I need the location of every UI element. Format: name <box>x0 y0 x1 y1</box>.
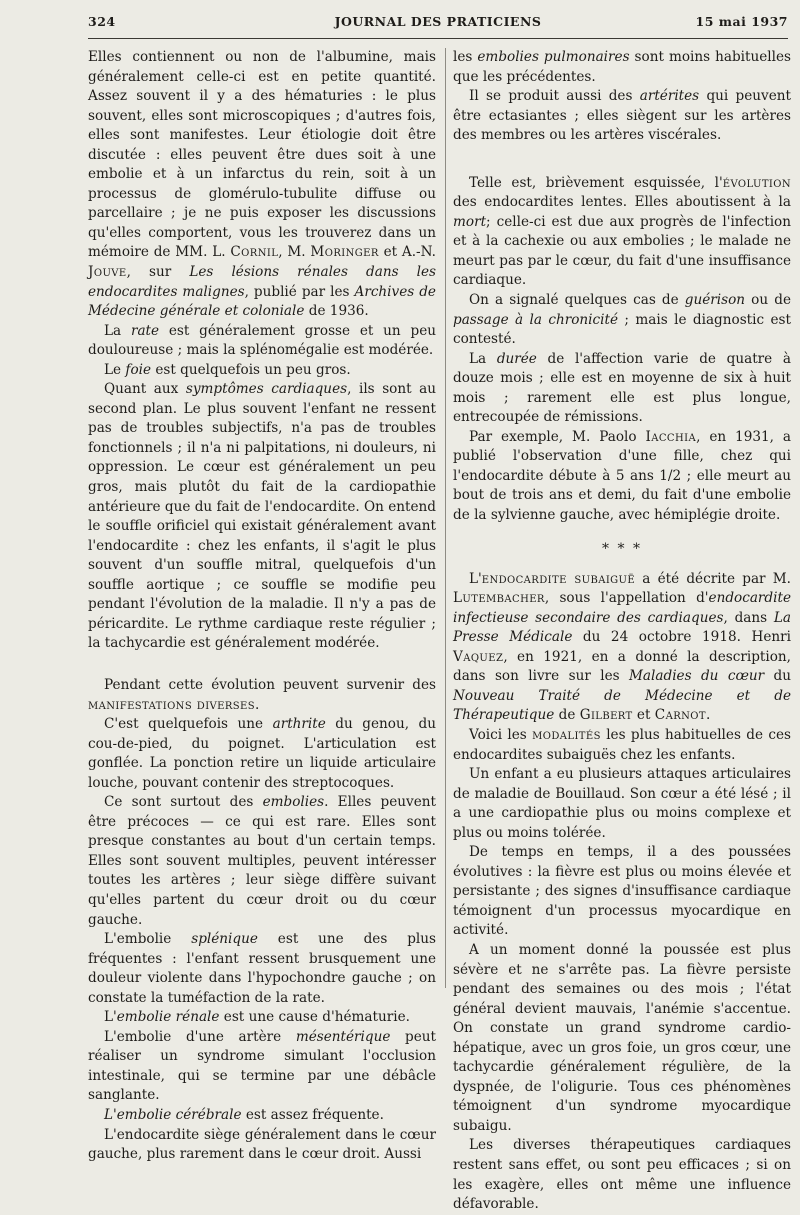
paragraph: Elles contiennent ou non de l'albumine, mais généralement celle-ci est en petite quantité. Assez souvent il y a des hématuries : le plus souvent, elles sont microscopiques ; d'autres fois, elles sont manifestes. Leur étiologie doit être discutée : elles peuvent être dues soit à une embolie et à un infarctus du rein, soit à un processus de glomérulo-tubulite diffuse ou parcellaire ; je ne puis exposer les discussions qu'elles comportent, vous les trouverez dans un mémoire de MM. L. Cornil, M. Moringer et A.-N. Jouve, sur Les lésions rénales dans les endocardites malignes, publié par les Archives de Médecine générale et coloniale de 1936. <box>88 49 436 320</box>
paragraph: L'endocardite subaiguë a été décrite par M. Lutembacher, sous l'appellation d'endocardite infectieuse secondaire des cardiaques, dans La Presse Médicale du 24 octobre 1918. Henri Vaquez, en 1921, en a donné la description, dans son livre sur les Maladies du cœur du Nouveau Traité de Médecine et de Thérapeutique de Gilbert et Carnot. <box>453 570 792 724</box>
page-header <box>88 14 788 36</box>
paragraph: les embolies pulmonaires sont moins habituelles que les précédentes. <box>453 49 791 85</box>
section-asterism: * * * <box>602 540 642 557</box>
header-rule <box>88 38 788 39</box>
paragraph: Il se produit aussi des artérites qui peuvent être ectasiantes ; elles siègent sur les artères des membres ou les artères viscérales. <box>453 88 791 144</box>
paragraph: De temps en temps, il a des poussées évolutives : la fièvre est plus ou moins élevée et persistante ; des signes d'insuffisance cardiaque témoignent d'un processus myocardique en activité. <box>453 844 791 939</box>
paragraph: Voici les modalités les plus habituelles de ces endocardites subaiguës chez les enfants. <box>453 726 792 763</box>
paragraph: L'embolie cérébrale est assez fréquente. <box>104 1106 384 1123</box>
paragraph: Un enfant a eu plusieurs attaques articulaires de maladie de Bouillaud. Son cœur a été lésé ; il a une cardiopathie plus ou moins complexe et plus ou moins tolérée. <box>453 766 791 841</box>
paragraph: Ce sont surtout des embolies. Elles peuvent être précoces — ce qui est rare. Elles sont presque constantes au bout d'un certain temps. Elles sont souvent multiples, peuvent intéresser toutes les artères ; leur siège diffère suivant qu'elles partent du cœur droit ou du cœur gauche. <box>88 794 436 928</box>
issue-date: 15 mai 1937 <box>695 14 788 29</box>
paragraph: L'embolie d'une artère mésentérique peut réaliser un syndrome simulant l'occlusion intestinale, qui se termine par une débâcle sanglante. <box>88 1028 436 1104</box>
left-column <box>88 48 436 1165</box>
paragraph: Telle est, brièvement esquissée, l'évolution des endocardites lentes. Elles aboutissent à la mort; celle-ci est due aux progrès de l'infection et à la cachexie ou aux embolies ; le malade ne meurt pas par le cœur, du fait d'une insuffisance cardiaque. <box>453 174 791 289</box>
journal-title: JOURNAL DES PRATICIENS <box>334 14 542 29</box>
column-divider <box>445 48 446 988</box>
page-number: 324 <box>88 14 116 29</box>
paragraph: Les diverses thérapeutiques cardiaques restent sans effet, ou sont peu efficaces ; si on les exagère, elles ont même une influence défavorable. <box>453 1137 791 1213</box>
paragraph: Quant aux symptômes cardiaques, ils sont au second plan. Le plus souvent l'enfant ne ressent pas de troubles subjectifs, n'a pas de troubles fonctionnels ; il n'a ni palpitations, ni douleurs, ni oppression. Le cœur est généralement un peu gros, mais plutôt du fait de la cardiopathie antérieure que du fait de l'endocardite. On entend le souffle orificiel qui existait généralement avant l'endocardite : chez les enfants, il s'agit le plus souvent d'un souffle mitral, quelquefois d'un souffle aortique ; ce souffle se modifie peu pendant l'évolution de la maladie. Il n'y a pas de péricardite. Le rythme cardiaque reste régulier ; la tachycardie est généralement modérée. <box>88 381 436 652</box>
paragraph: L'embolie rénale est une cause d'hématurie. <box>104 1009 410 1026</box>
paragraph: Pendant cette évolution peuvent survenir des manifestations diverses. <box>88 676 436 713</box>
paragraph: La durée de l'affection varie de quatre à douze mois ; elle est en moyenne de six à huit mois ; rarement elle est plus longue, entrecoupée de rémissions. <box>453 350 791 426</box>
paragraph: Par exemple, M. Paolo Iacchia, en 1931, a publié l'observation d'une fille, chez qui l'endocardite débute à 5 ans 1/2 ; elle meurt au bout de trois ans et demi, du fait d'une embolie de la sylvienne gauche, avec hémiplégie droite. <box>453 428 791 524</box>
paragraph: L'embolie splénique est une des plus fréquentes : l'enfant ressent brusquement une douleur violente dans l'hypochondre gauche ; on constate la tuméfaction de la rate. <box>88 931 436 1006</box>
paragraph: On a signalé quelques cas de guérison ou de passage à la chronicité ; mais le diagnostic est contesté. <box>453 292 791 348</box>
paragraph: A un moment donné la poussée est plus sévère et ne s'arrête pas. La fièvre persiste pendant des semaines ou des mois ; l'état général devient mauvais, l'anémie s'accentue. On constate un grand syndrome cardio-hépatique, avec un gros foie, un gros cœur, une tachycardie généralement régulière, de la dyspnée, de l'oligurie. Tous ces phénomènes témoignent d'un syndrome myocardique subaigu. <box>453 941 791 1134</box>
paragraph: C'est quelquefois une arthrite du genou, du cou-de-pied, du poignet. L'articulation est gonflée. La ponction retire un liquide articulaire louche, pouvant contenir des streptocoques. <box>88 716 437 791</box>
paragraph: Le foie est quelquefois un peu gros. <box>104 361 351 378</box>
paragraph: L'endocardite siège généralement dans le cœur gauche, plus rarement dans le cœur droit. Aussi <box>88 1126 436 1163</box>
right-column <box>453 48 791 1215</box>
paragraph: La rate est généralement grosse et un peu douloureuse ; mais la splénomégalie est modérée. <box>88 322 437 359</box>
